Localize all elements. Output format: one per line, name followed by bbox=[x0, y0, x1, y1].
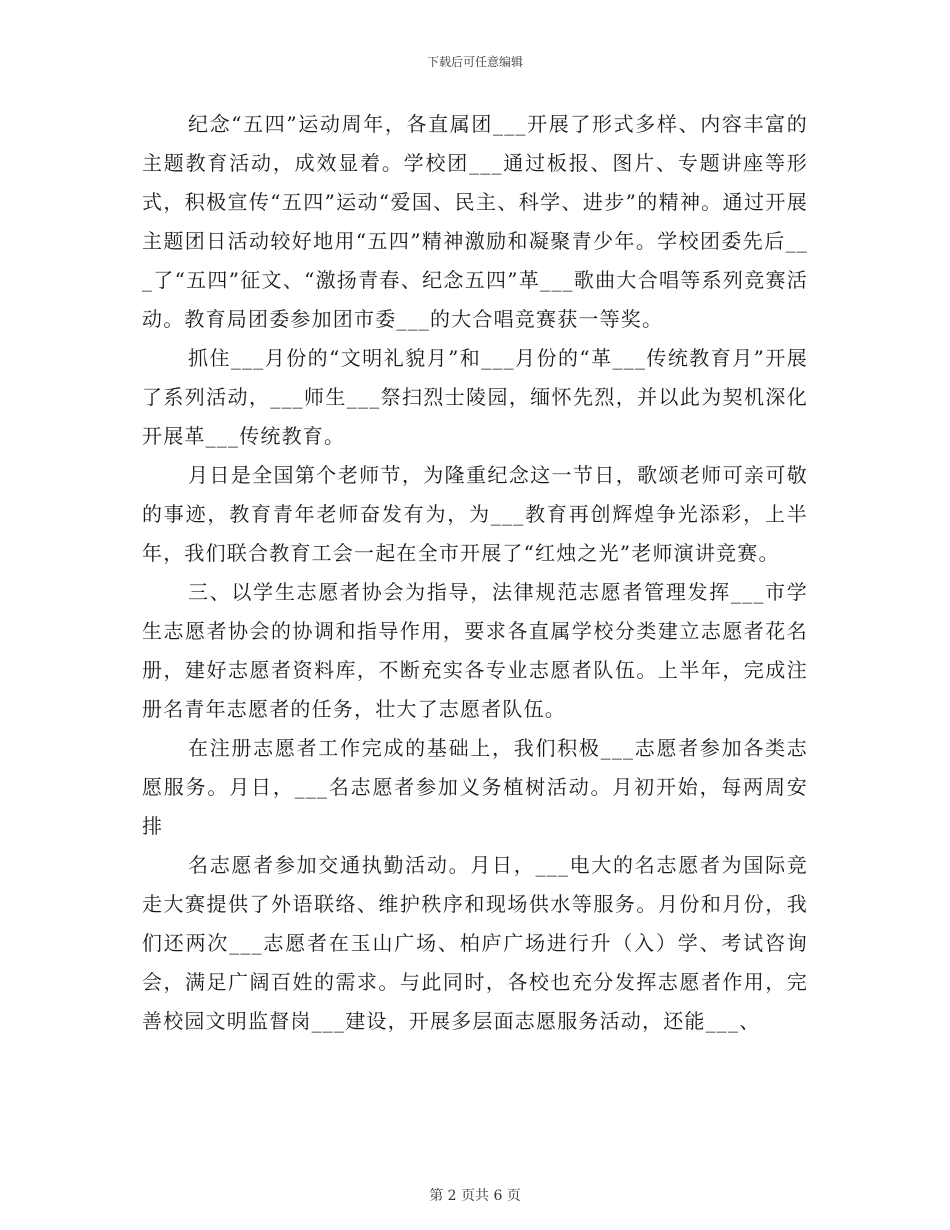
paragraph-may-fourth: 纪念“五四”运动周年，各直属团___开展了形式多样、内容丰富的主题教育活动，成效显着。学校团___通过板报、图片、专题讲座等形式，积极宣传“五四”运动“爱国、民主、科学、进步”的精神。通过开展主题团日活动较好地用“五四”精神激励和凝聚青少年。学校团委先后___了“五四”征文、“激扬青春、纪念五四”革___歌曲大合唱等系列竞赛活动。教育局团委参加团市委___的大合唱竞赛获一等奖。 bbox=[142, 112, 808, 331]
paragraph-teachers-day: 月日是全国第个老师节，为隆重纪念这一节日，歌颂老师可亲可敬的事迹，教育青年老师奋发有为，为___教育再创辉煌争光添彩，上半年，我们联合教育工会一起在全市开展了“红烛之光”老师演讲竞赛。 bbox=[142, 463, 808, 565]
paragraph-volunteer-services: 在注册志愿者工作完成的基础上，我们积极___志愿者参加各类志愿服务。月日，___名志愿者参加义务植树活动。月初开始，每两周安排 bbox=[142, 736, 808, 838]
paragraph-civility-month: 抓住___月份的“文明礼貌月”和___月份的“革___传统教育月”开展了系列活动，___师生___祭扫烈士陵园，缅怀先烈，并以此为契机深化开展革___传统教育。 bbox=[142, 346, 808, 448]
document-body bbox=[142, 105, 808, 1041]
paragraph-volunteer-association: 三、以学生志愿者协会为指导，法律规范志愿者管理发挥___市学生志愿者协会的协调和指导作用，要求各直属学校分类建立志愿者花名册，建好志愿者资料库，不断充实各专业志愿者队伍。上半年，完成注册名青年志愿者的任务，壮大了志愿者队伍。 bbox=[142, 580, 808, 721]
paragraph-traffic-duty: 名志愿者参加交通执勤活动。月日，___电大的名志愿者为国际竞走大赛提供了外语联络、维护秩序和现场供水等服务。月份和月份，我们还两次___志愿者在玉山广场、柏庐广场进行升（入）学、考试咨询会，满足广阔百姓的需求。与此同时，各校也充分发挥志愿者作用，完善校园文明监督岗___建设，开展多层面志愿服务活动，还能___、 bbox=[142, 853, 808, 1033]
page-header: 下载后可任意编辑 bbox=[426, 55, 523, 69]
page-footer: 第 2 页共 6 页 bbox=[429, 1188, 521, 1204]
